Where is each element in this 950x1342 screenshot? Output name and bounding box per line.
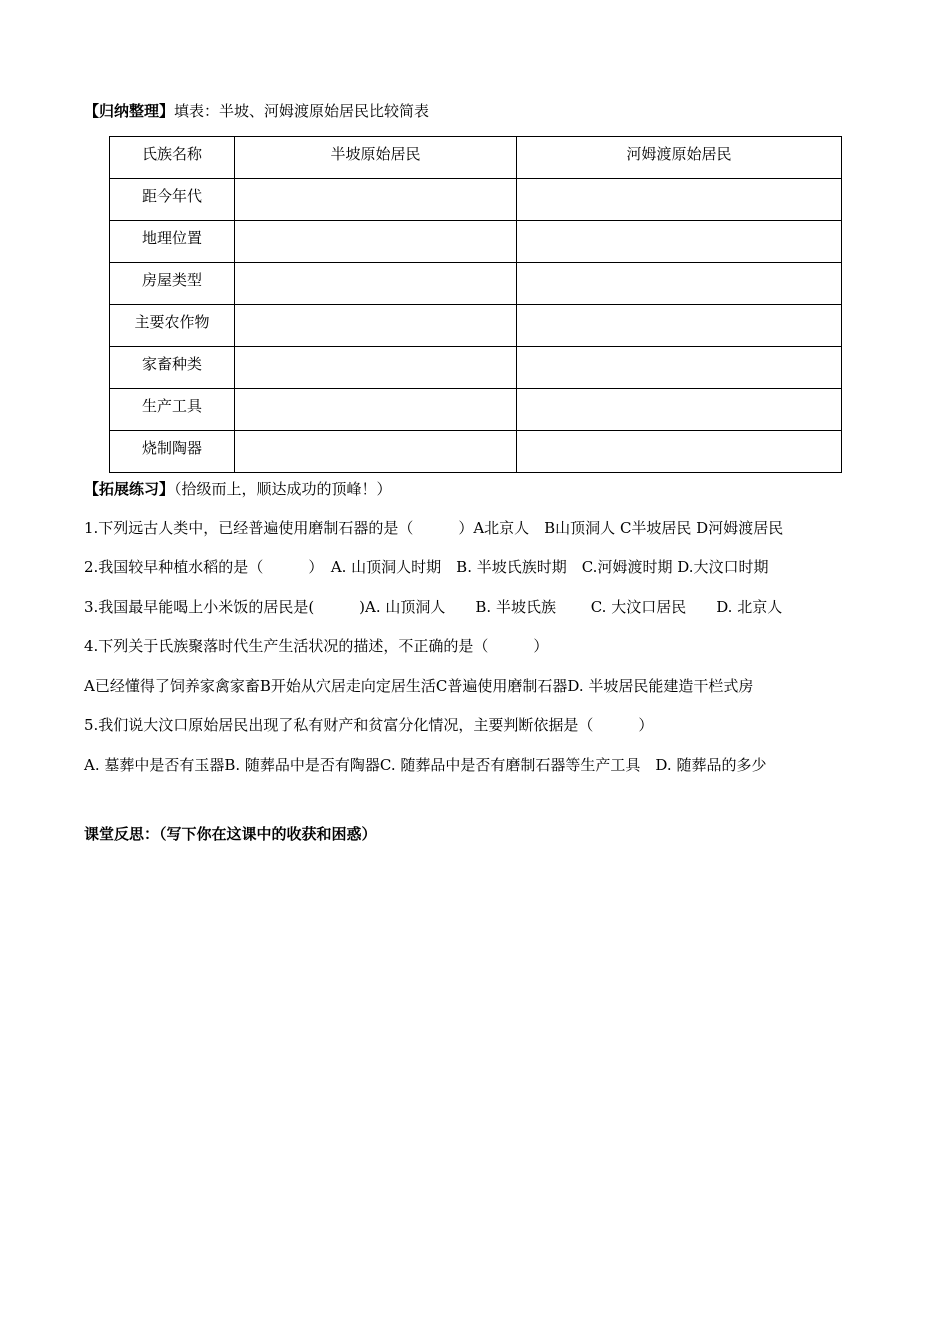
section-practice-heading: 【拓展练习】 — [84, 480, 175, 498]
question-5-options: A. 墓葬中是否有玉器B. 随葬品中是否有陶器C. 随葬品中是否有磨制石器等生产工具 D. 随葬品的多少 — [84, 756, 767, 774]
table-row — [110, 179, 842, 221]
header-hemudu: 河姆渡原始居民 — [626, 145, 732, 163]
question-5: 5.我们说大汶口原始居民出现了私有财产和贫富分化情况，主要判断依据是（ ） — [84, 716, 654, 734]
table-row — [110, 305, 842, 347]
header-banpo: 半坡原始居民 — [330, 145, 421, 163]
section-summary-heading: 【归纳整理】 — [84, 102, 175, 120]
row-label: 距今年代 — [141, 187, 202, 205]
table-cell-hemudu[interactable] — [517, 179, 842, 221]
table-cell-banpo[interactable] — [235, 305, 517, 347]
table-cell-hemudu[interactable] — [517, 305, 842, 347]
table-row — [110, 389, 842, 431]
question-1: 1.下列远古人类中，已经普遍使用磨制石器的是（ ）A北京人 B山顶洞人 C半坡居民 D河姆渡居民 — [84, 519, 784, 537]
table-cell-banpo[interactable] — [235, 389, 517, 431]
table-cell-hemudu[interactable] — [517, 263, 842, 305]
table-cell-hemudu[interactable] — [517, 389, 842, 431]
row-label: 烧制陶器 — [141, 439, 202, 457]
table-row — [110, 221, 842, 263]
table-cell-banpo[interactable] — [235, 179, 517, 221]
table-row — [110, 431, 842, 473]
question-4: 4.下列关于氏族聚落时代生产生活状况的描述，不正确的是（ ） — [84, 637, 549, 655]
comparison-table — [109, 136, 842, 473]
question-4-options: A已经懂得了饲养家禽家畜B开始从穴居走向定居生活C普遍使用磨制石器D. 半坡居民能建造干栏式房 — [84, 677, 754, 695]
row-label: 地理位置 — [141, 229, 202, 247]
table-cell-hemudu[interactable] — [517, 347, 842, 389]
section-summary-text: 填表：半坡、河姆渡原始居民比较简表 — [174, 102, 430, 120]
header-clan-name: 氏族名称 — [141, 145, 202, 163]
table-header-row — [110, 137, 842, 179]
table-row — [110, 263, 842, 305]
section-practice-text: （拾级而上，顺达成功的顶峰！） — [174, 480, 392, 498]
table-cell-hemudu[interactable] — [517, 221, 842, 263]
table-cell-banpo[interactable] — [235, 221, 517, 263]
table-row — [110, 347, 842, 389]
question-2: 2.我国较早种植水稻的是（ ） A. 山顶洞人时期 B. 半坡氏族时期 C.河姆渡时期 D.大汶口时期 — [84, 558, 769, 576]
row-label: 主要农作物 — [134, 313, 210, 331]
question-3: 3.我国最早能喝上小米饭的居民是( )A. 山顶洞人 B. 半坡氏族 C. 大汶口居民 D. 北京人 — [84, 598, 783, 616]
row-label: 生产工具 — [141, 397, 202, 415]
reflection-prompt: 课堂反思：（写下你在这课中的收获和困惑） — [84, 825, 377, 843]
table-cell-hemudu[interactable] — [517, 431, 842, 473]
row-label: 家畜种类 — [141, 355, 202, 373]
table-cell-banpo[interactable] — [235, 347, 517, 389]
table-cell-banpo[interactable] — [235, 263, 517, 305]
row-label: 房屋类型 — [141, 271, 202, 289]
section-practice-title — [84, 479, 392, 499]
section-summary-title — [84, 101, 429, 121]
table-cell-banpo[interactable] — [235, 431, 517, 473]
